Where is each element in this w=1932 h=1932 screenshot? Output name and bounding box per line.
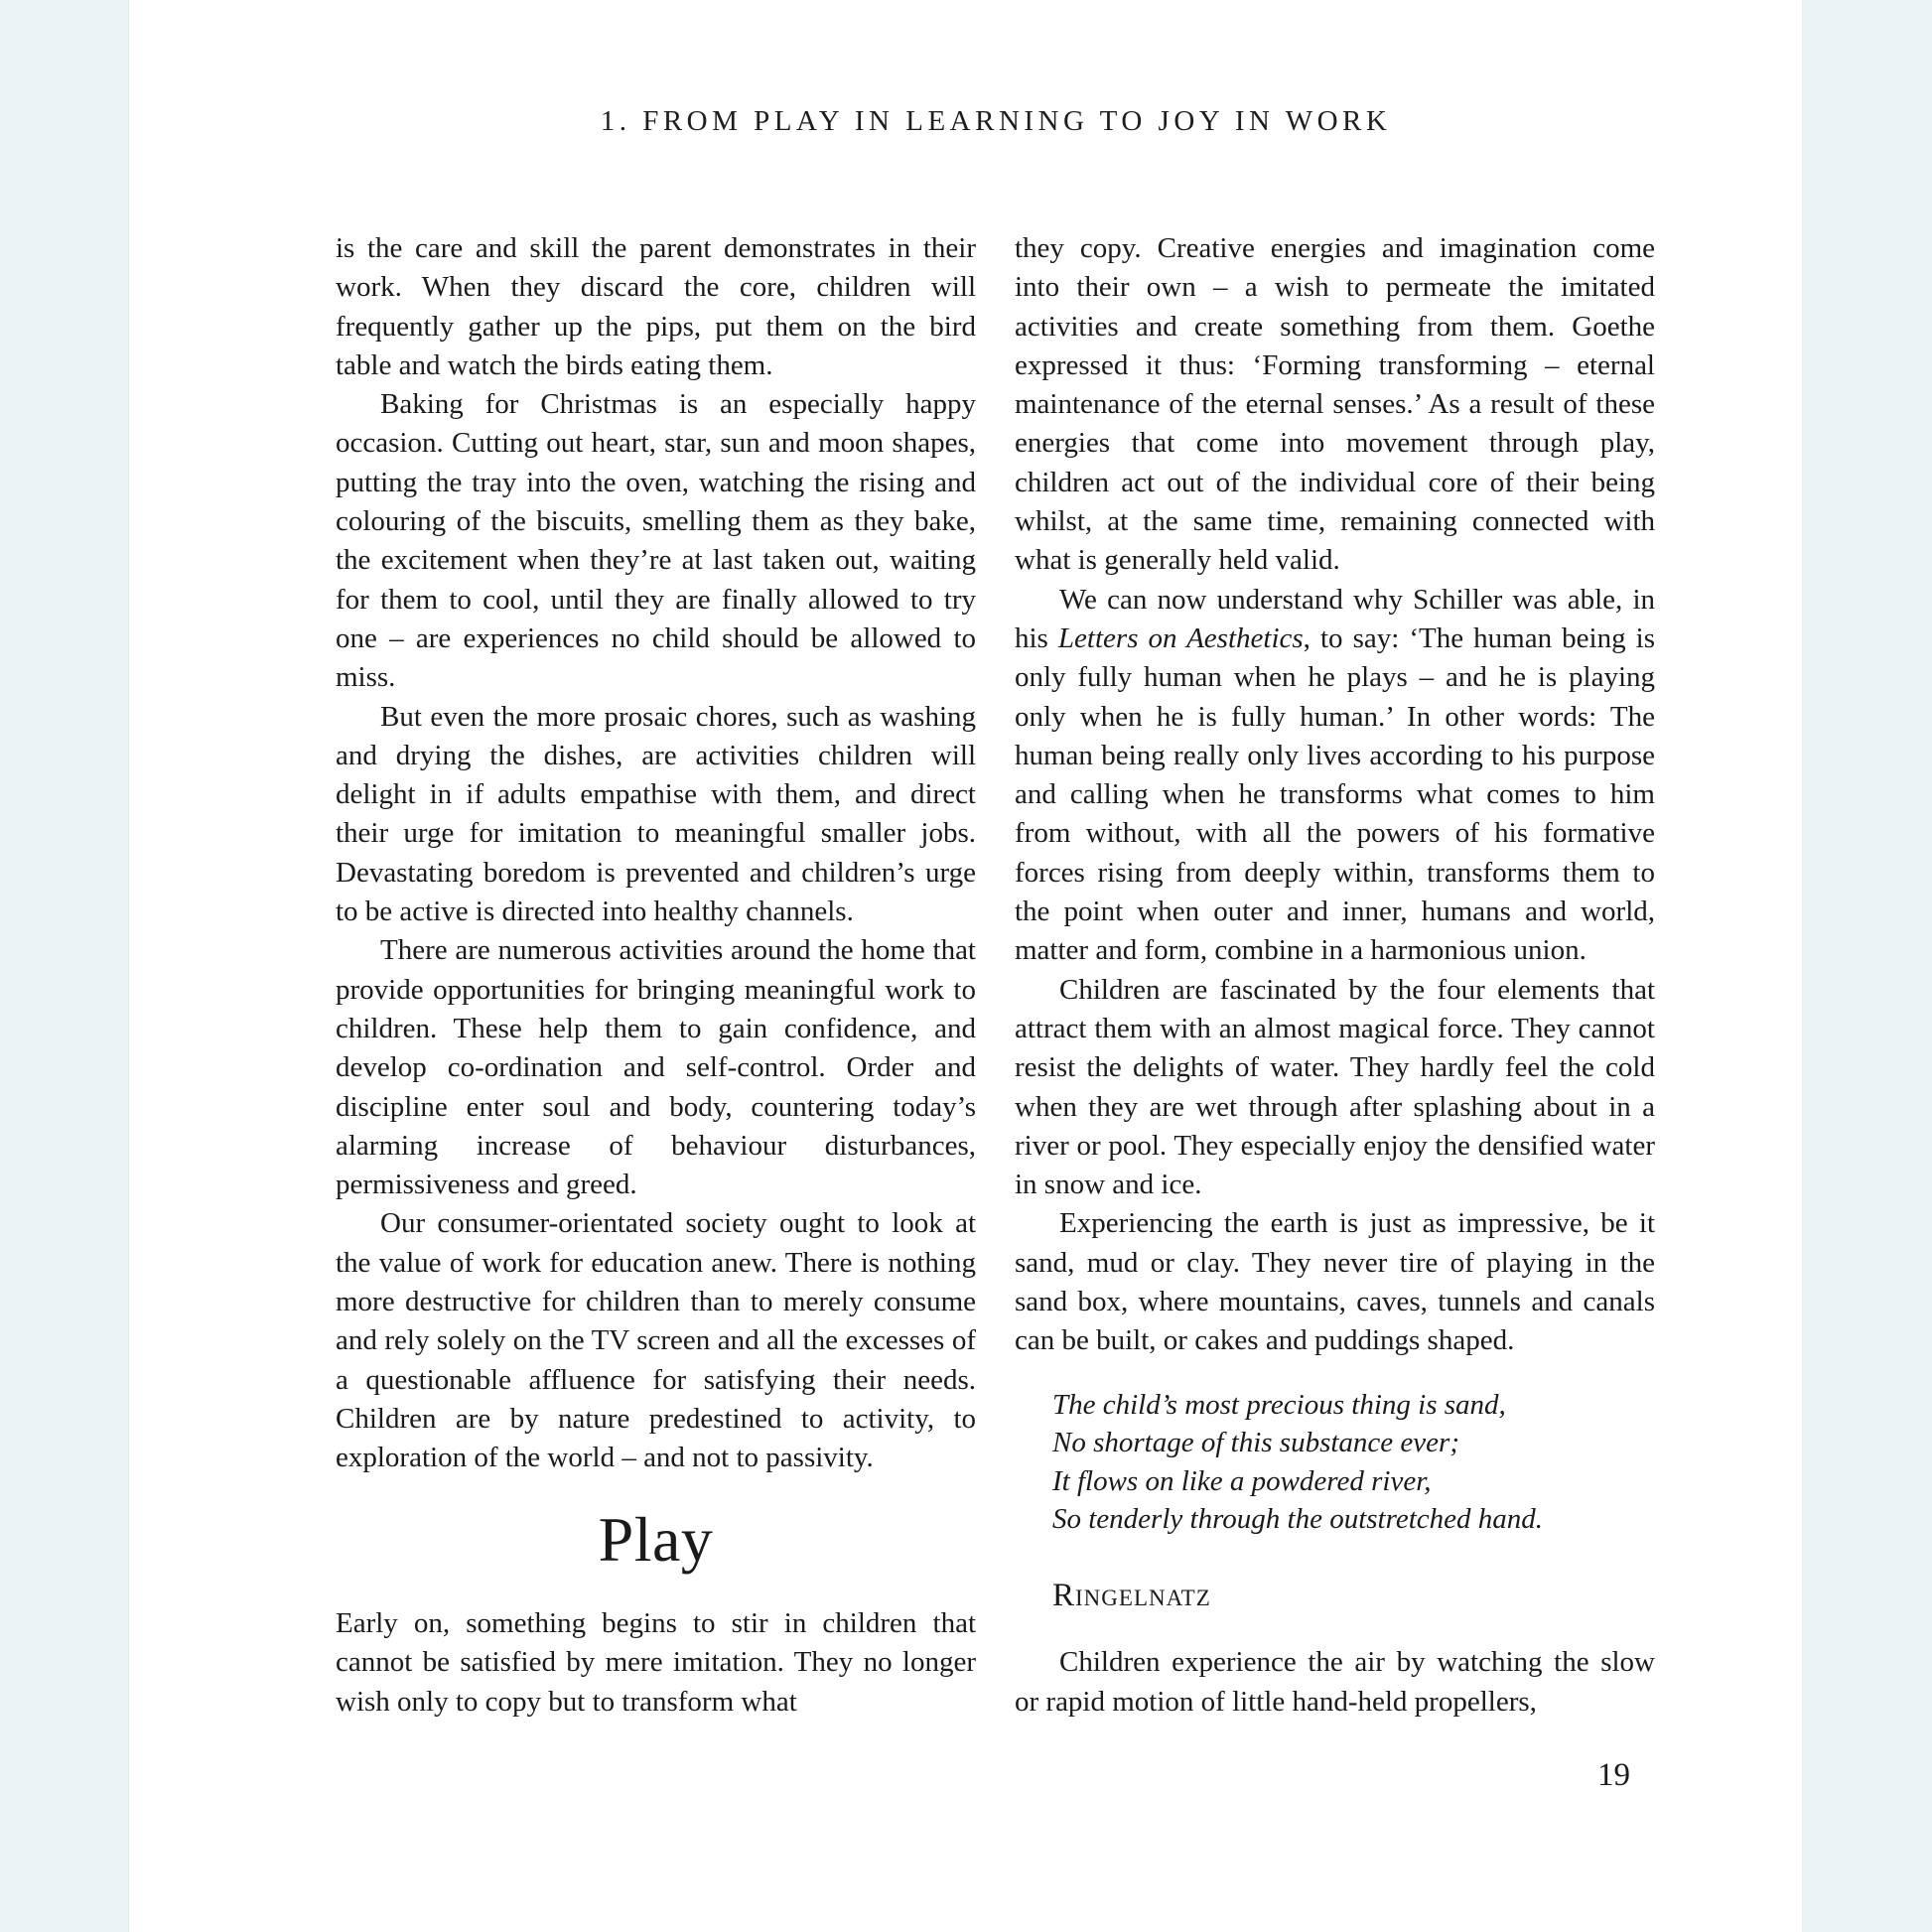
- left-margin-background: [0, 0, 129, 1932]
- poem-line: So tenderly through the outstretched hand.: [1052, 1503, 1543, 1536]
- body-paragraph: Our consumer-orientated society ought to look at the value of work for education anew. There is nothing more destructive for children than to merely consume and rely solely on the TV screen and all the excesses of a questionable affluence for satisfying their needs. Children are by nature predestined to activity, to exploration of the world – and not to passivity.: [336, 1207, 976, 1474]
- paragraph-text: , to say: ‘The human being is only fully human when he plays – and he is playing only when he is fully human.’ In other words: The human being really only lives according to his purpose and calling when he transforms what comes to him from without, with all the powers of his formative forces rising from deeply within, transforms them to the point when outer and inner, humans and world, matter and form, combine in a harmonious union.: [1015, 621, 1656, 967]
- body-paragraph: But even the more prosaic chores, such as washing and drying the dishes, are activities children will delight in if adults empathise with them, and direct their urge for imitation to meaningful smaller jobs. Devastating boredom is prevented and children’s urge to be active is directed into healthy channels.: [336, 700, 976, 928]
- poem-line: It flows on like a powdered river,: [1052, 1464, 1432, 1497]
- body-paragraph: they copy. Creative energies and imagination come into their own – a wish to permeate the imitated activities and create something from them. Goethe expressed it thus: ‘Forming transforming – eternal maintenance of the eternal senses.’ As a result of these energies that come into movement through play, children act out of the individual core of their being whilst, at the same time, remaining connected with what is generally held valid.: [1015, 232, 1655, 577]
- body-paragraph: Baking for Christmas is an especially happy occasion. Cutting out heart, star, sun and moon shapes, putting the tray into the oven, watching the rising and colouring of the biscuits, smelling them as they bake, the excitement when they’re at last taken out, waiting for them to cool, until they are finally allowed to try one – are experiences no child should be allowed to miss.: [336, 388, 976, 694]
- poem-line: The child’s most precious thing is sand,: [1052, 1388, 1506, 1421]
- poem-attribution: Ringelnatz: [1052, 1577, 1211, 1613]
- page-number: 19: [1597, 1757, 1630, 1793]
- body-paragraph: Early on, something begins to stir in children that cannot be satisfied by mere imitation. They no longer wish only to copy but to transform what: [336, 1607, 976, 1718]
- poem-block: [1052, 1386, 1655, 1539]
- poem-line: No shortage of this substance ever;: [1052, 1427, 1459, 1459]
- body-paragraph: Children are fascinated by the four elements that attract them with an almost magical force. They cannot resist the delights of water. They hardly feel the cold when they are wet through after splashing about in a river or pool. They especially enjoy the densified water in snow and ice.: [1015, 973, 1655, 1201]
- body-paragraph: is the care and skill the parent demonstrates in their work. When they discard the core, children will frequently gather up the pips, put them on the bird table and watch the birds eating them.: [336, 232, 976, 381]
- left-text-column: [336, 229, 976, 1722]
- right-text-column: [1015, 229, 1655, 1722]
- body-paragraph: There are numerous activities around the home that provide opportunities for bringing meaningful work to children. These help them to gain confidence, and develop co-ordination and self-control. Order and discipline enter soul and body, countering today’s alarming increase of behaviour disturbances, permissiveness and greed.: [336, 934, 976, 1201]
- body-paragraph: [1015, 581, 1655, 971]
- body-paragraph: Experiencing the earth is just as impressive, be it sand, mud or clay. They never tire of playing in the sand box, where mountains, caves, tunnels and canals can be built, or cakes and puddings shaped.: [1015, 1207, 1655, 1357]
- book-title-italic: Letters on Aesthetics: [1057, 621, 1304, 654]
- body-paragraph: Children experience the air by watching the slow or rapid motion of little hand-held propellers,: [1015, 1646, 1655, 1718]
- section-heading-play: Play: [598, 1503, 714, 1575]
- chapter-running-header: 1. FROM PLAY IN LEARNING TO JOY IN WORK: [600, 105, 1392, 137]
- paragraph-text: We can now understand why Schiller was able, in his: [1015, 583, 1655, 654]
- right-margin-background: [1802, 0, 1932, 1932]
